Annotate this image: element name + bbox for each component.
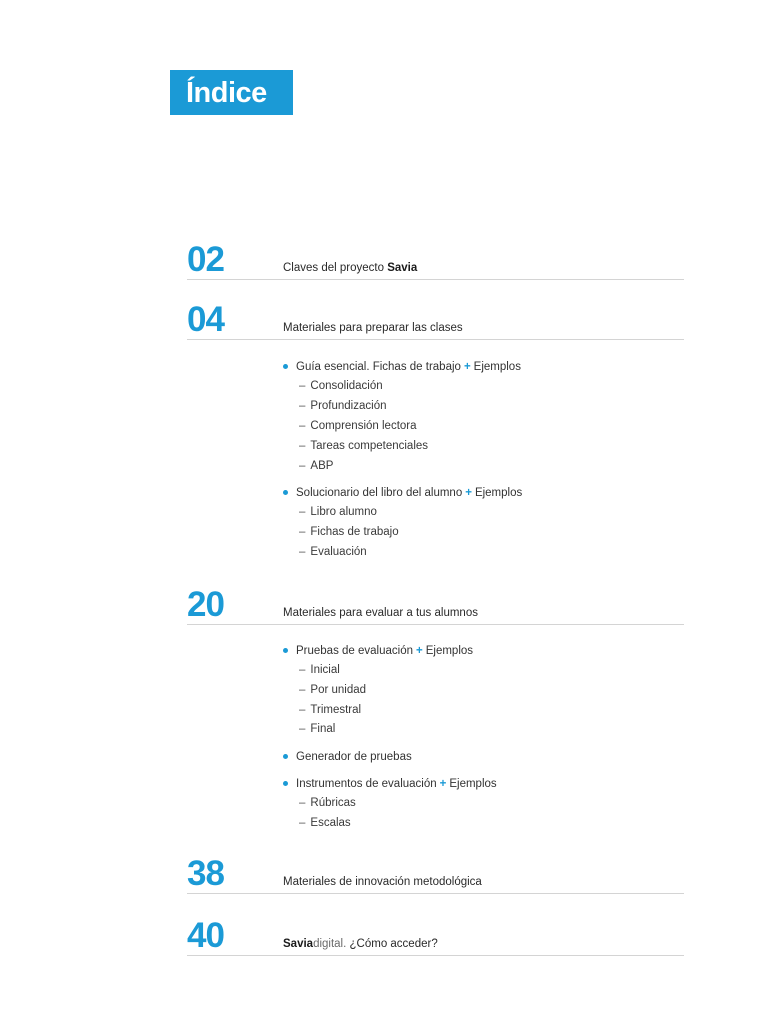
list-item: Pruebas de evaluación + Ejemplos: [283, 644, 473, 658]
section-number: 04: [187, 300, 224, 339]
sub-item: – Por unidad: [299, 684, 367, 696]
sub-item: – Libro alumno: [299, 506, 377, 518]
section-number: 02: [187, 240, 224, 279]
bullet-icon: [283, 754, 288, 759]
section-38[interactable]: [187, 846, 684, 894]
section-40[interactable]: [187, 908, 684, 956]
sub-item: – Comprensión lectora: [299, 420, 417, 432]
bullet-icon: [283, 490, 288, 495]
section-title: Materiales para preparar las clases: [283, 322, 463, 334]
section-number: 20: [187, 585, 224, 624]
section-title: Claves del proyecto Savia: [283, 262, 418, 274]
section-title: Saviadigital. ¿Cómo acceder?: [283, 938, 438, 950]
sub-item: – Fichas de trabajo: [299, 526, 399, 538]
list-item: Instrumentos de evaluación + Ejemplos: [283, 777, 497, 791]
sub-item: – Profundización: [299, 400, 387, 412]
sub-item: – Evaluación: [299, 546, 367, 558]
sub-item: – Tareas competenciales: [299, 440, 429, 452]
section-04[interactable]: [187, 292, 684, 340]
section-02[interactable]: [187, 232, 684, 280]
section-number: 38: [187, 854, 224, 893]
list-item: Generador de pruebas: [283, 750, 412, 764]
sub-item: – Inicial: [299, 664, 340, 676]
sub-item: – Trimestral: [299, 704, 362, 716]
list-item: Guía esencial. Fichas de trabajo + Ejemplos: [283, 360, 521, 374]
list-item: Solucionario del libro del alumno + Ejemplos: [283, 486, 522, 500]
section-number: 40: [187, 916, 224, 955]
bullet-icon: [283, 648, 288, 653]
sub-item: – Rúbricas: [299, 797, 356, 809]
section-20[interactable]: [187, 577, 684, 625]
sub-item: – Final: [299, 723, 336, 735]
section-title: Materiales para evaluar a tus alumnos: [283, 607, 478, 619]
sub-item: – Escalas: [299, 817, 351, 829]
sub-item: – Consolidación: [299, 380, 383, 392]
sub-item: – ABP: [299, 460, 334, 472]
bullet-icon: [283, 364, 288, 369]
section-title: Materiales de innovación metodológica: [283, 876, 482, 888]
bullet-icon: [283, 781, 288, 786]
index-title: Índice: [170, 70, 293, 115]
